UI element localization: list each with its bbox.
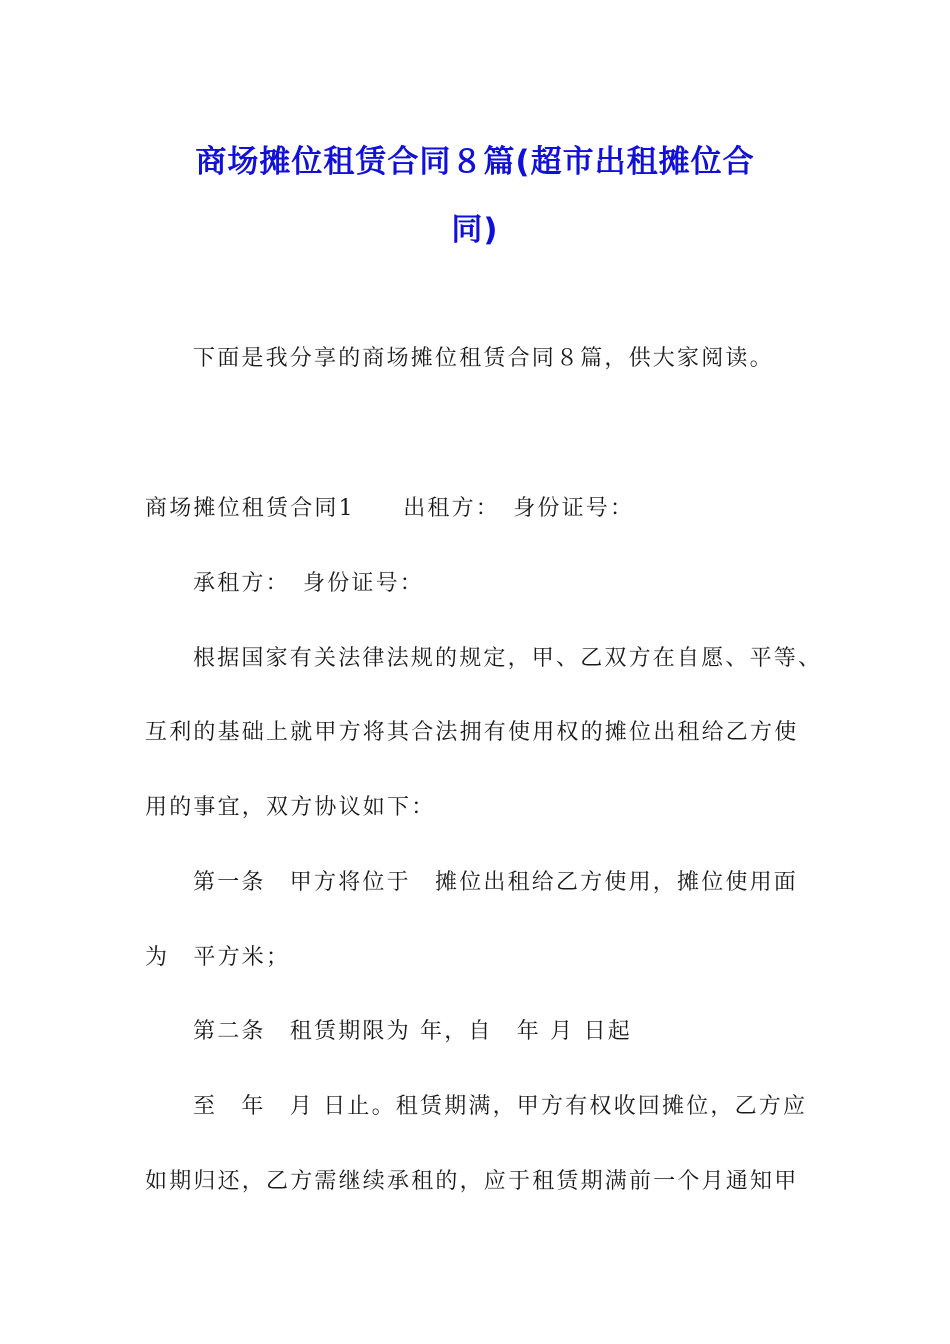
article-2-line-1: 第二条 租赁期限为 年，自 年 月 日起 [193,1019,632,1044]
article-2-line-3: 如期归还，乙方需继续承租的，应于租赁期满前一个月通知甲 [145,1169,799,1194]
article-1-line-1: 第一条 甲方将位于 摊位出租给乙方使用，摊位使用面 [193,870,799,895]
article-1-line-2: 为 平方米； [145,945,291,970]
intro-paragraph: 下面是我分享的商场摊位租赁合同８篇，供大家阅读。 [193,346,774,371]
body-line-preamble-1: 根据国家有关法律法规的规定，甲、乙双方在自愿、平等、 [193,646,823,671]
contract-heading-line: 商场摊位租赁合同1 出租方： 身份证号： [145,496,635,521]
article-2-line-2: 至 年 月 日止。租赁期满，甲方有权收回摊位，乙方应 [193,1094,808,1119]
lessee-line: 承租方： 身份证号： [193,571,425,596]
document-title [110,128,840,264]
body-line-preamble-2: 互利的基础上就甲方将其合法拥有使用权的摊位出租给乙方使 [145,720,799,745]
body-line-preamble-3: 用的事宜，双方协议如下： [145,795,436,820]
title-line-2: 同) [451,212,499,248]
title-line-1: 商场摊位租赁合同８篇(超市出租摊位合 [195,144,755,180]
